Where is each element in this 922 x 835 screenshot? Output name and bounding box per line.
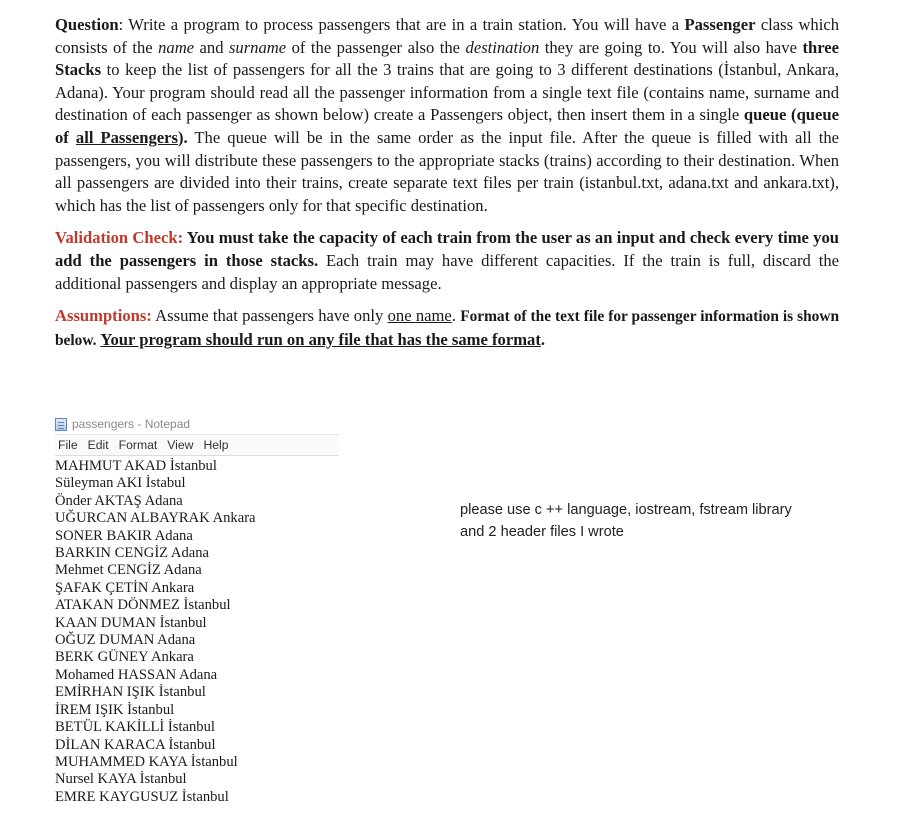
passenger-line: BARKIN CENGİZ Adana: [55, 545, 210, 562]
passenger-line: MUHAMMED KAYA İstanbul: [55, 753, 238, 770]
menu-view[interactable]: View: [167, 438, 194, 452]
validation-label: Validation Check:: [55, 228, 184, 248]
passenger-line: Nursel KAYA İstanbul: [55, 771, 187, 788]
notepad-title: passengers - Notepad: [72, 417, 191, 431]
notepad-screenshot: [55, 414, 339, 824]
assumptions-label: Assumptions:: [55, 306, 152, 326]
passenger-line: Mehmet CENGİZ Adana: [55, 562, 202, 579]
menu-format[interactable]: Format: [118, 438, 158, 452]
user-note: [460, 499, 860, 543]
passenger-line: OĞUZ DUMAN Adana: [55, 632, 196, 649]
menu-help[interactable]: Help: [203, 438, 229, 452]
passenger-line: Mohamed HASSAN Adana: [55, 666, 218, 683]
notepad-content: [55, 456, 339, 806]
passenger-line: ATAKAN DÖNMEZ İstanbul: [55, 597, 231, 614]
passenger-line: Süleyman AKI İstabul: [55, 475, 186, 492]
question-label: Question: [55, 15, 119, 34]
passenger-line: İREM IŞIK İstanbul: [55, 701, 175, 718]
notepad-icon: [55, 418, 67, 431]
note-line-1: please use c ++ language, iostream, fstream library: [460, 502, 792, 518]
passenger-line: EMİRHAN IŞIK İstanbul: [55, 684, 206, 701]
passenger-line: BETÜL KAKİLLİ İstanbul: [55, 719, 215, 736]
notepad-titlebar: [55, 414, 339, 435]
assignment-document: [55, 14, 839, 352]
question-paragraph: Question: Write a program to process passengers that are in a train station. You will have a Passenger class which consists of the name and surname of the passenger also the destination they are going to. You will also have three Stacks to keep the list of passengers for all the 3 trains that are going to 3 different destinations (İstanbul, Ankara, Adana). Your program should read all the passenger information from a single text file (contains name, surname and destination of each passenger as shown below) create a Passengers object, then insert them in a single queue (queue of all Passengers). The queue will be in the same order as the input file. After the queue is filled with all the passengers, you will distribute these passengers to the appropriate stacks (trains) according to their destination. When all passengers are divided into their trains, create separate text files per train (istanbul.txt, adana.txt and ankara.txt), which has the list of passengers only for that specific destination.: [55, 15, 840, 215]
passenger-line: DİLAN KARACA İstanbul: [55, 736, 216, 753]
menu-file[interactable]: File: [58, 438, 78, 452]
menu-edit[interactable]: Edit: [87, 438, 109, 452]
passenger-line: MAHMUT AKAD İstanbul: [55, 458, 217, 474]
validation-paragraph: Validation Check: You must take the capacity of each train from the user as an input and check every time you add the passengers in those stacks. Each train may have different capacities. If the train is full, discard the additional passengers and display an appropriate message.: [55, 228, 839, 293]
passenger-line: Önder AKTAŞ Adana: [55, 492, 183, 509]
passenger-line: UĞURCAN ALBAYRAK Ankara: [55, 510, 256, 527]
passenger-line: EMRE KAYGUSUZ İstanbul: [55, 788, 229, 805]
passenger-line: KAAN DUMAN İstanbul: [55, 614, 207, 631]
passenger-line: ŞAFAK ÇETİN Ankara: [55, 579, 195, 596]
passenger-line: SONER BAKIR Adana: [55, 527, 193, 544]
notepad-menubar: [55, 435, 339, 456]
passenger-line: BERK GÜNEY Ankara: [55, 649, 194, 666]
assumptions-paragraph: Assumptions: Assume that passengers have only one name. Format of the text file for passenger information is shown below. Your program should run on any file that has the same format.: [55, 306, 840, 349]
note-line-2: and 2 header files I wrote: [460, 524, 624, 540]
